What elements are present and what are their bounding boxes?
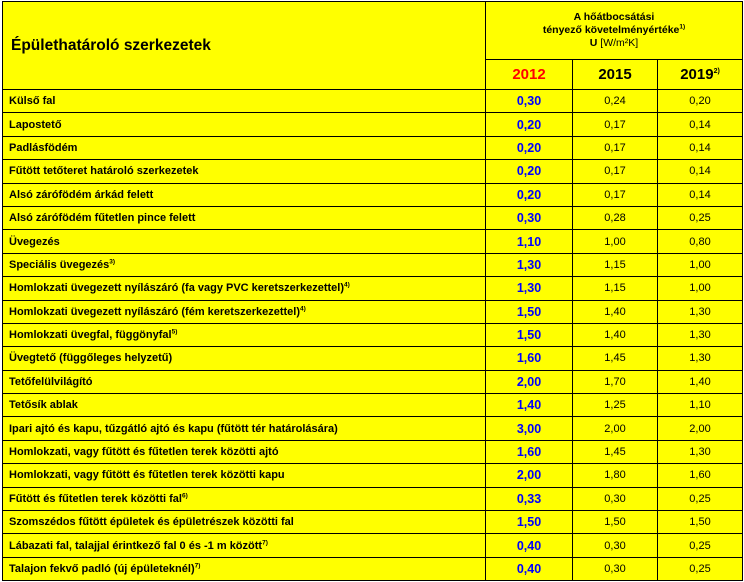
u-value-header (486, 2, 743, 60)
value-2015 (573, 90, 658, 113)
value-2012-text: 1,50 (516, 328, 542, 343)
value-2015 (573, 183, 658, 206)
value-2015-text: 0,17 (604, 118, 626, 131)
value-2015 (573, 487, 658, 510)
row-name-text: Fűtött tetőteret határoló szerkezetek (9, 165, 199, 178)
value-2015 (573, 370, 658, 393)
row-name (3, 440, 486, 463)
value-2019 (658, 534, 743, 557)
value-2015-text: 0,28 (604, 212, 626, 225)
row-name (3, 511, 486, 534)
table-row (3, 277, 743, 300)
row-name (3, 417, 486, 440)
row-footnote: 5) (171, 328, 178, 336)
value-2012-text: 2,00 (516, 468, 542, 483)
row-name-text: Szomszédos fűtött épületek és épületrészek közötti fal (9, 516, 294, 529)
value-2012 (486, 557, 573, 580)
table-row (3, 253, 743, 276)
table-row (3, 394, 743, 417)
u-header-footnote: 1) (679, 23, 686, 31)
value-2012-text: 1,40 (516, 398, 542, 413)
value-2012 (486, 230, 573, 253)
row-name (3, 230, 486, 253)
table-row (3, 323, 743, 346)
table-row (3, 464, 743, 487)
value-2019 (658, 136, 743, 159)
value-2019 (658, 557, 743, 580)
value-2019 (658, 230, 743, 253)
value-2012 (486, 90, 573, 113)
row-name (3, 136, 486, 159)
row-name-text: Alsó zárófödém fűtetlen pince felett (9, 212, 196, 225)
row-name-text: Tetősík ablak (9, 399, 78, 412)
value-2015-text: 0,30 (604, 563, 626, 575)
row-name (3, 323, 486, 346)
value-2015-text: 1,15 (604, 258, 626, 271)
row-name-text: Homlokzati, vagy fűtött és fűtetlen terek közötti kapu (9, 469, 285, 482)
value-2012-text: 3,00 (516, 421, 542, 436)
value-2019 (658, 113, 743, 136)
value-2019 (658, 323, 743, 346)
u-symbol: U (589, 37, 598, 49)
row-name-text: Homlokzati, vagy fűtött és fűtetlen terek közötti ajtó (9, 446, 279, 459)
value-2019 (658, 394, 743, 417)
value-2019 (658, 90, 743, 113)
value-2012 (486, 534, 573, 557)
value-2015-text: 1,80 (604, 469, 626, 482)
value-2019-text: 1,30 (689, 329, 711, 342)
value-2019-text: 0,14 (689, 141, 711, 154)
value-2012-text: 2,00 (516, 374, 542, 389)
requirements-table (2, 1, 743, 581)
value-2012 (486, 300, 573, 323)
value-2015-text: 0,17 (604, 188, 626, 201)
value-2012 (486, 113, 573, 136)
value-2019 (658, 160, 743, 183)
row-name (3, 90, 486, 113)
value-2015 (573, 230, 658, 253)
value-2015-text: 1,25 (604, 399, 626, 412)
table-title: Épülethatároló szerkezetek (3, 2, 486, 90)
value-2019-text: 1,30 (689, 352, 711, 365)
year-2019-footnote: 2) (713, 68, 720, 75)
table-row (3, 136, 743, 159)
value-2015 (573, 253, 658, 276)
value-2012-text: 0,33 (516, 491, 542, 506)
value-2012 (486, 323, 573, 346)
value-2012 (486, 347, 573, 370)
table-row (3, 300, 743, 323)
value-2015-text: 0,24 (604, 95, 626, 108)
value-2012 (486, 440, 573, 463)
u-unit: [W/m²K] (600, 37, 639, 49)
header-row (3, 2, 743, 60)
table-row (3, 440, 743, 463)
table-row (3, 160, 743, 183)
table-row (3, 417, 743, 440)
value-2012-text: 1,10 (516, 234, 542, 249)
value-2012-text: 0,30 (516, 94, 542, 109)
row-name (3, 464, 486, 487)
year-2019-label: 2019 (680, 66, 714, 83)
value-2015 (573, 417, 658, 440)
value-2019 (658, 183, 743, 206)
row-name-text: Üvegezés (9, 235, 60, 248)
value-2019-text: 0,14 (689, 165, 711, 178)
row-name-text: Padlásfödém (9, 141, 78, 154)
value-2015-text: 0,17 (604, 141, 626, 154)
row-name (3, 370, 486, 393)
row-name-text: Talajon fekvő padló (új épületeknél) (9, 563, 195, 575)
year-2019-header (658, 60, 743, 90)
row-name (3, 253, 486, 276)
row-name-text: Tetőfelülvilágító (9, 375, 93, 388)
value-2015-text: 1,45 (604, 352, 626, 365)
value-2019-text: 0,25 (689, 492, 711, 505)
value-2012-text: 1,60 (516, 351, 542, 366)
row-name (3, 183, 486, 206)
value-2012 (486, 487, 573, 510)
value-2019 (658, 300, 743, 323)
value-2015 (573, 394, 658, 417)
value-2019-text: 1,10 (689, 399, 711, 412)
value-2015 (573, 534, 658, 557)
table-row (3, 511, 743, 534)
row-footnote: 3) (109, 258, 116, 266)
value-2019 (658, 253, 743, 276)
value-2012 (486, 160, 573, 183)
year-2012-label: 2012 (512, 66, 546, 83)
value-2019-text: 0,25 (689, 539, 711, 552)
table-row (3, 487, 743, 510)
row-name-text: Homlokzati üvegezett nyílászáró (fa vagy PVC keretszerkezettel) (9, 282, 345, 295)
row-name (3, 300, 486, 323)
value-2019 (658, 511, 743, 534)
row-name-text: Homlokzati üvegezett nyílászáró (fém keretszerkezettel) (9, 305, 300, 318)
row-name (3, 113, 486, 136)
value-2015-text: 1,15 (604, 282, 626, 295)
value-2019 (658, 370, 743, 393)
row-name-text: Ipari ajtó és kapu, tűzgátló ajtó és kapu (fűtött tér határolására) (9, 422, 338, 435)
year-2012-header (486, 60, 573, 90)
value-2019-text: 1,40 (689, 375, 711, 388)
value-2015 (573, 511, 658, 534)
value-2019-text: 1,00 (689, 258, 711, 271)
value-2012-text: 0,20 (516, 187, 542, 202)
value-2015 (573, 206, 658, 229)
value-2019-text: 0,80 (689, 235, 711, 248)
value-2012 (486, 511, 573, 534)
value-2015 (573, 300, 658, 323)
table-row (3, 113, 743, 136)
row-name (3, 557, 486, 580)
row-name (3, 206, 486, 229)
value-2012 (486, 136, 573, 159)
value-2019-text: 0,14 (689, 118, 711, 131)
value-2012-text: 0,40 (516, 562, 542, 576)
row-footnote: 6) (181, 492, 188, 500)
value-2012-text: 1,50 (516, 304, 542, 319)
value-2019-text: 0,14 (689, 188, 711, 201)
value-2019 (658, 440, 743, 463)
value-2015 (573, 464, 658, 487)
value-2019-text: 1,50 (689, 516, 711, 529)
value-2019-text: 0,25 (689, 212, 711, 225)
value-2019 (658, 206, 743, 229)
table-row (3, 347, 743, 370)
value-2019-text: 1,00 (689, 282, 711, 295)
value-2015 (573, 113, 658, 136)
value-2015-text: 1,00 (604, 235, 626, 248)
value-2012 (486, 370, 573, 393)
value-2012-text: 0,30 (516, 211, 542, 226)
row-name (3, 347, 486, 370)
value-2015 (573, 440, 658, 463)
row-footnote: 4) (300, 305, 306, 313)
value-2015 (573, 277, 658, 300)
table-row (3, 370, 743, 393)
row-name-text: Alsó zárófödém árkád felett (9, 188, 154, 201)
value-2015-text: 1,70 (604, 375, 626, 388)
row-name-text: Külső fal (9, 95, 56, 108)
year-2015-label: 2015 (598, 66, 632, 83)
row-footnote: 7) (262, 538, 268, 546)
row-name-text: Lábazati fal, talajjal érintkező fal 0 és -1 m között (9, 539, 263, 552)
value-2012 (486, 183, 573, 206)
value-2019-text: 1,30 (689, 305, 711, 318)
row-name (3, 160, 486, 183)
value-2019 (658, 464, 743, 487)
year-2015-header (573, 60, 658, 90)
value-2015 (573, 557, 658, 580)
row-name (3, 277, 486, 300)
value-2015 (573, 323, 658, 346)
value-2015-text: 1,45 (604, 446, 626, 459)
value-2015-text: 0,30 (604, 492, 626, 505)
row-name (3, 534, 486, 557)
table-row (3, 90, 743, 113)
value-2019-text: 0,25 (689, 563, 711, 575)
value-2019 (658, 487, 743, 510)
value-2012-text: 0,40 (516, 538, 542, 553)
table-row (3, 557, 743, 580)
table-row (3, 230, 743, 253)
table-row (3, 206, 743, 229)
u-header-line1: A hőátbocsátási (573, 11, 655, 23)
value-2019 (658, 347, 743, 370)
row-name-text: Lapostető (9, 118, 62, 131)
value-2019-text: 1,60 (689, 469, 711, 482)
value-2015 (573, 347, 658, 370)
value-2012-text: 1,30 (516, 281, 542, 296)
value-2015-text: 1,50 (604, 516, 626, 529)
value-2012 (486, 417, 573, 440)
value-2012-text: 0,20 (516, 164, 542, 179)
value-2012 (486, 206, 573, 229)
value-2015 (573, 136, 658, 159)
value-2012-text: 1,50 (516, 515, 542, 530)
value-2015-text: 0,17 (604, 165, 626, 178)
row-footnote: 4) (344, 281, 350, 289)
value-2012-text: 0,20 (516, 140, 542, 155)
value-2012 (486, 253, 573, 276)
value-2012-text: 1,60 (516, 445, 542, 460)
value-2015-text: 2,00 (604, 422, 626, 435)
value-2019-text: 2,00 (689, 422, 711, 435)
value-2019 (658, 277, 743, 300)
value-2012-text: 0,20 (516, 117, 542, 132)
row-name-text: Homlokzati üvegfal, függönyfal (9, 329, 172, 342)
value-2015 (573, 160, 658, 183)
row-name (3, 394, 486, 417)
value-2012-text: 1,30 (516, 257, 542, 272)
row-footnote: 7) (194, 562, 201, 570)
table-row (3, 183, 743, 206)
u-header-line2: tényező követelményértéke (542, 24, 680, 36)
row-name-text: Üvegtető (függőleges helyzetű) (9, 352, 173, 365)
value-2015-text: 0,30 (604, 539, 626, 552)
value-2012 (486, 394, 573, 417)
value-2015-text: 1,40 (604, 329, 626, 342)
row-name-text: Fűtött és fűtetlen terek közötti fal (9, 492, 182, 505)
value-2019 (658, 417, 743, 440)
value-2012 (486, 464, 573, 487)
value-2015-text: 1,40 (604, 305, 626, 318)
value-2019-text: 1,30 (689, 446, 711, 459)
value-2019-text: 0,20 (689, 95, 711, 108)
value-2012 (486, 277, 573, 300)
row-name-text: Speciális üvegezés (9, 258, 110, 271)
table-row (3, 534, 743, 557)
row-name (3, 487, 486, 510)
